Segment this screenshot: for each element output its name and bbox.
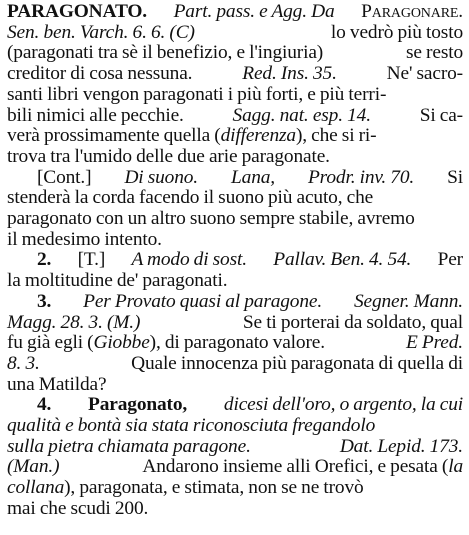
citation-source: Magg. 28. 3. (M.) [7,311,141,333]
quotation-text: lo vedrò più tosto [330,21,463,43]
citation-source: 8. 3. [7,352,40,374]
text-line [7,292,463,313]
text-line [7,250,463,271]
sense-number: 4. [37,394,52,416]
citation-source: (Man.) [7,456,60,478]
citation-source: Pallav. Ben. 4. 54. [273,249,412,271]
citation-source: Segner. Mann. [353,290,463,312]
text-line [7,271,463,292]
quotation-text: fu già egli (Giobbe), di paragonato valore. [7,332,325,354]
text-line [7,64,463,85]
emphasized-word: differenza [220,125,296,147]
sense-tag: [Cont.] [37,166,92,188]
quotation-text: una Matilda? [7,373,107,395]
quotation-text: Quale innocenza più paragonata di quella di [131,352,463,374]
entry-paragraph-sense [7,168,463,251]
citation-source: Dat. Lepid. 173. [339,435,463,457]
citation-source: E Pred. [406,332,463,354]
sense-tag: [T.] [77,249,106,271]
quotation-text: verà prossimamente quella (differenza), che si ri- [7,125,377,147]
sense-definition: A modo di sost. [131,249,247,271]
sense-definition: Di suono. [124,166,199,188]
quotation-text: la moltitudine de' paragonati. [7,270,228,292]
quotation-text: Ne' sacro- [386,63,463,85]
text-line [7,209,463,230]
text-line [7,457,463,478]
quotation-text: Si ca- [419,104,463,126]
citation-source: Lana, [231,166,275,188]
text-line [7,188,463,209]
text-line [7,2,463,23]
emphasized-word: Giobbe [93,332,150,354]
text-line [7,354,463,375]
emphasized-word: collana [7,477,65,499]
text-line [7,230,463,251]
entry-paragraph-sense [7,250,463,291]
text-line [7,147,463,168]
quotation-text: il medesimo intento. [7,228,162,250]
citation-source: Sagg. nat. esp. 14. [232,104,371,126]
sense-number: 3. [37,290,52,312]
grammar-label: Part. pass. e Agg. Da [173,1,335,22]
quotation-text: santi libri vengon paragonati i più forti, e più terri- [7,83,387,105]
quotation-text: stenderà la corda facendo il suono più acuto, che [7,187,374,209]
sense-headword: Paragonato, [88,394,188,416]
sense-definition: Per Provato quasi al paragone. [83,290,323,312]
entry-paragraph-definition [7,2,463,168]
quotation-text: paragonato con un altro suono sempre stabile, avremo [7,208,415,230]
text-line [7,43,463,64]
quotation-text: Per [437,249,463,271]
entry-paragraph-sense [7,292,463,396]
citation-source: Red. Ins. 35. [242,63,337,85]
sense-definition: dicesi dell'oro, o argento, la cui [223,394,463,416]
text-line [7,499,463,520]
text-line [7,126,463,147]
headword: PARAGONATO. [7,1,148,22]
quotation-text: collana), paragonata, e stimata, non se ne trovò [7,477,364,499]
text-line [7,478,463,499]
quotation-text: creditor di cosa nessuna. [7,63,193,85]
quotation-text: trova tra l'umido delle due arie paragonate. [7,145,330,167]
citation-source: Prodr. inv. 70. [307,166,415,188]
text-line [7,333,463,354]
etymon: Paragonare. [361,1,463,22]
quotation-text: bili nimici alle pecchie. [7,104,184,126]
text-line [7,375,463,396]
quotation-text: (paragonati tra sè il benefizio, e l'ingiuria) [7,42,324,64]
text-line [7,416,463,437]
text-line [7,23,463,44]
text-line [7,395,463,416]
text-line [7,106,463,127]
text-line [7,85,463,106]
sense-number: 2. [37,249,52,271]
sense-definition: qualità e bontà sia stata riconosciuta fregandolo [7,415,376,437]
text-line [7,168,463,189]
entry-paragraph-sense [7,395,463,519]
quotation-text: Si [447,166,463,188]
text-line [7,437,463,458]
quotation-text: Se ti porterai da soldato, qual [242,311,463,333]
text-line [7,313,463,334]
sense-definition: sulla pietra chiamata paragone. [7,435,251,457]
citation-source: Sen. ben. Varch. 6. 6. (C) [7,21,195,43]
emphasized-word: la [448,456,463,478]
quotation-text: mai che scudi 200. [7,497,149,519]
quotation-text: se resto [406,42,463,64]
quotation-text: Andarono insieme alli Orefici, e pesata (la [142,456,463,478]
